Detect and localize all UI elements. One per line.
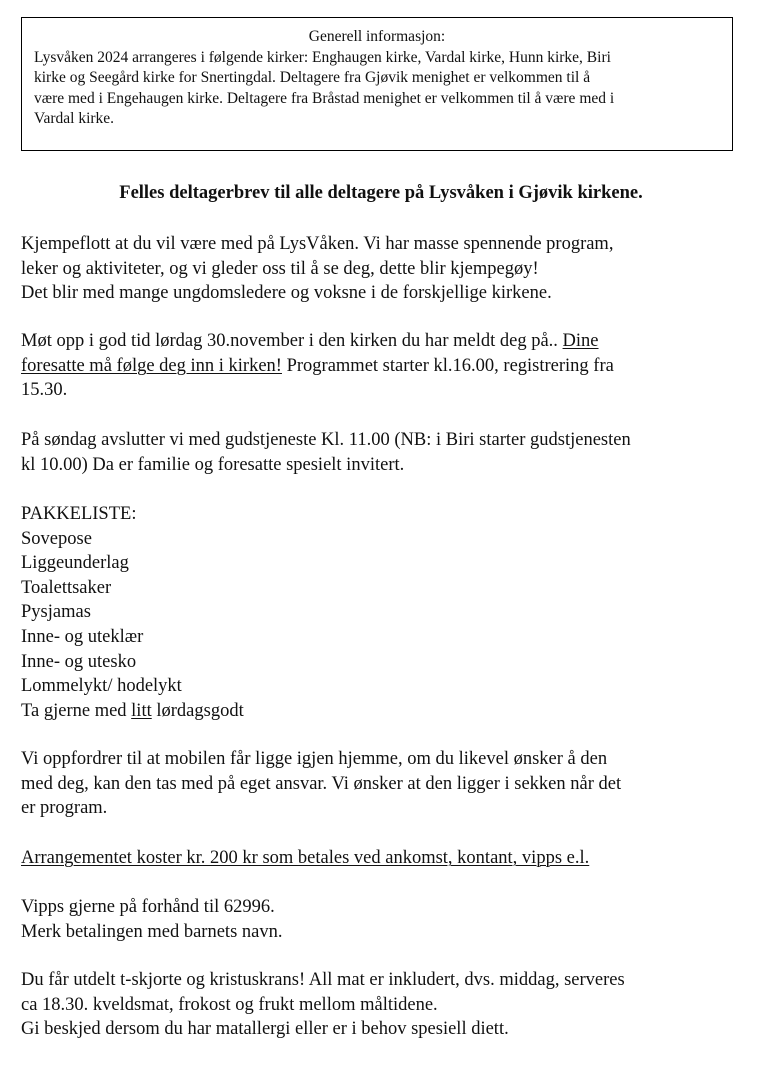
mobile-line: Vi oppfordrer til at mobilen får ligge igjen hjemme, om du likevel ønsker å den [21,749,608,769]
meetup-paragraph [21,329,741,403]
guardian-notice-underlined: Dine [562,331,599,351]
meetup-line-3: 15.30. [21,380,68,401]
packing-item: Pysjamas [21,602,91,623]
general-info-box [21,17,733,151]
info-box-body [34,48,720,130]
intro-line: Det blir med mange ungdomsledere og voksne i de forskjellige kirkene. [21,283,552,304]
packing-item: Liggeunderlag [21,553,129,574]
packing-list [21,502,741,723]
vipps-paragraph [21,895,741,944]
packing-item: Lommelykt/ hodelykt [21,676,182,697]
intro-line: Kjempeflott at du vil være med på LysVåken. Vi har masse spennende program, [21,234,614,254]
info-box-title: Generell informasjon: [308,28,446,45]
info-box-line: Vardal kirke. [34,110,115,128]
sunday-paragraph [21,428,741,477]
cost-line: Arrangementet koster kr. 200 kr som betales ved ankomst, kontant, vipps e.l. [21,848,590,868]
info-box-line: være med i Engehaugen kirke. Deltagere fra Bråstad menighet er velkommen til å være med i [34,89,615,107]
packing-item: Inne- og uteklær [21,626,144,647]
packing-item: Inne- og utesko [21,651,137,672]
info-box-line: kirke og Seegård kirke for Snertingdal. Deltagere fra Gjøvik menighet er velkommen til å [34,69,591,87]
packing-item: Sovepose [21,528,92,549]
sunday-line: kl 10.00) Da er familie og foresatte spesielt invitert. [21,454,405,475]
mobile-paragraph [21,747,741,821]
mobile-line: med deg, kan den tas med på eget ansvar. Vi ønsker at den ligger i sekken når det [21,773,622,794]
letter-heading: Felles deltagerbrev til alle deltagere på Lysvåken i Gjøvik kirkene. [119,183,643,203]
meetup-text: Møt opp i god tid lørdag 30.november i den kirken du har meldt deg på.. [21,331,563,351]
guardian-notice-underlined: foresatte må følge deg inn i kirken! [21,355,282,376]
food-line: Du får utdelt t-skjorte og kristuskrans! All mat er inkludert, dvs. middag, serveres [21,970,625,990]
packing-item: Ta gjerne med litt lørdagsgodt [21,700,244,721]
mobile-line: er program. [21,798,108,819]
vipps-line: Merk betalingen med barnets navn. [21,921,283,942]
intro-line: leker og aktiviteter, og vi gleder oss til å se deg, dette blir kjempegøy! [21,258,539,279]
vipps-line: Vipps gjerne på forhånd til 62996. [21,897,275,917]
intro-paragraph [21,232,741,306]
info-box-line: Lysvåken 2024 arrangeres i følgende kirker: Enghaugen kirke, Vardal kirke, Hunn kirke, Biri [34,48,611,66]
packing-list-title: PAKKELISTE: [21,504,137,524]
cost-paragraph [21,846,741,871]
meetup-line-2 [21,354,741,379]
meetup-text: Programmet starter kl.16.00, registrering fra [281,355,614,376]
litt-underlined: litt [131,700,152,721]
packing-item: Toalettsaker [21,577,112,598]
food-paragraph [21,968,741,1042]
sunday-line: På søndag avslutter vi med gudstjeneste Kl. 11.00 (NB: i Biri starter gudstjenesten [21,430,631,450]
food-line: Gi beskjed dersom du har matallergi eller er i behov spesiell diett. [21,1019,509,1040]
meetup-line-1 [21,329,741,354]
food-line: ca 18.30. kveldsmat, frokost og frukt mellom måltidene. [21,994,438,1015]
